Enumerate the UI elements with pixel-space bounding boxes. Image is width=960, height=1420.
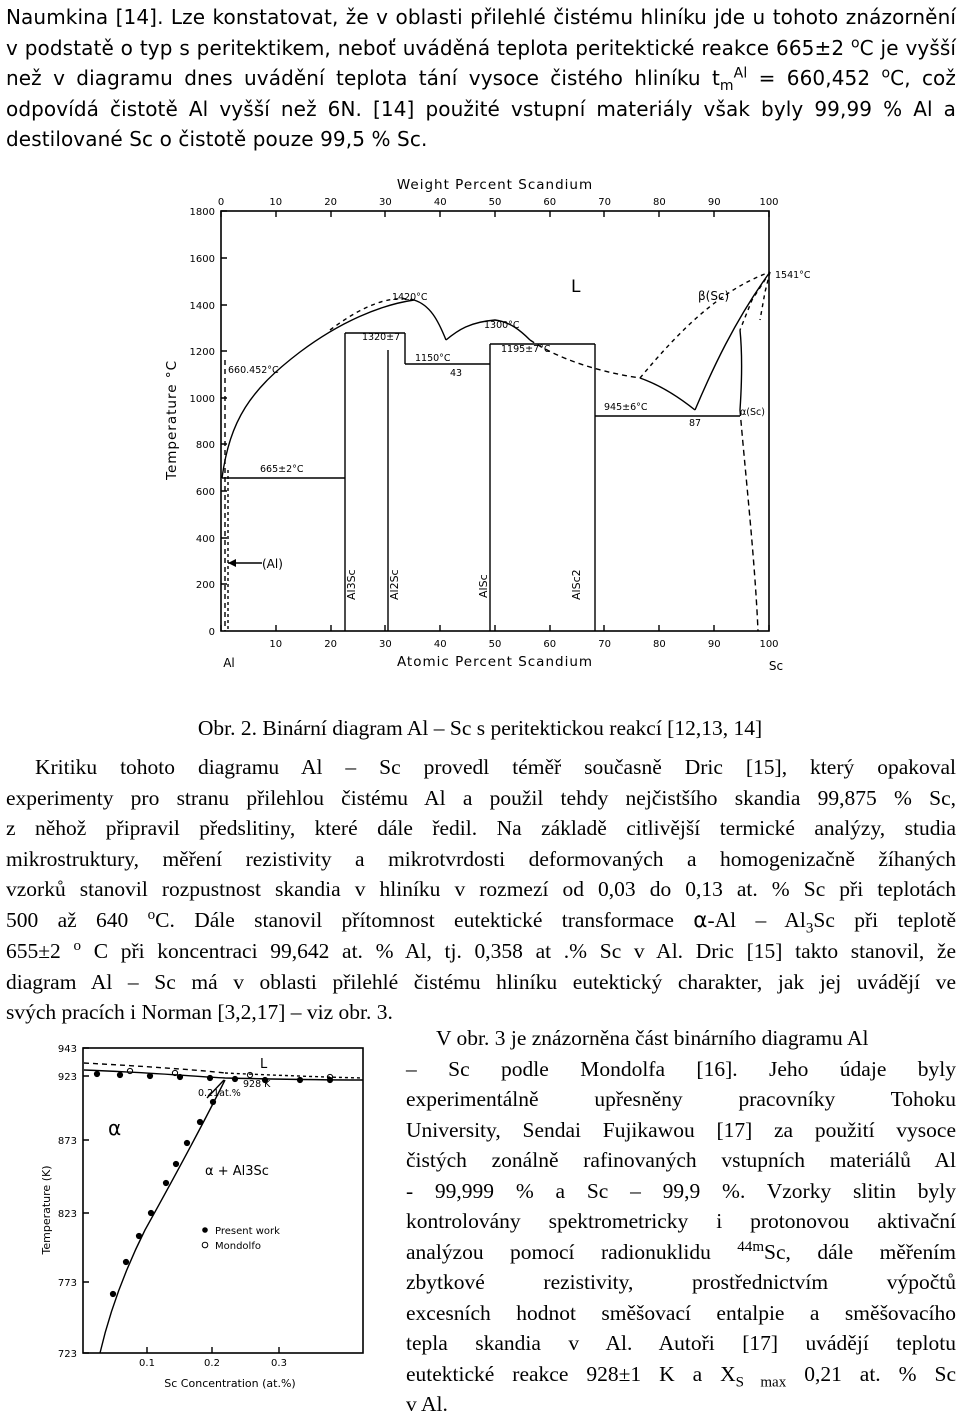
critique-paragraph xyxy=(6,752,956,1028)
mondolfo-line-5: čistých zonálně rafinovaných vstupních materiálů Al xyxy=(406,1148,956,1172)
fig3-label-alpha: α xyxy=(108,1116,122,1140)
critique-line-2: experimenty pro stranu přilehlou čistému Al a použil tehdy nejčistšího skandia 99,875 % Sc, xyxy=(6,785,956,810)
top-tick-label: 90 xyxy=(707,197,721,208)
label-alpha: α(Sc) xyxy=(740,407,765,418)
y-tick-label: 0 xyxy=(208,627,215,638)
label-1420: 1420°C xyxy=(392,292,428,303)
mondolfo-line-8: analýzou pomocí radionuklidu $^{44m}$Sc, dále měřením xyxy=(406,1238,956,1264)
bottom-tick-label: 100 xyxy=(759,639,779,650)
label-43: 43 xyxy=(450,368,463,379)
fig3-y-tick-label: 923 xyxy=(57,1072,77,1083)
bottom-tick-label: 90 xyxy=(707,639,721,650)
mondolfo-line-11: tepla skandia v Al. Autoři [17] uvádějí teplotu xyxy=(406,1331,956,1355)
label-al2sc: Al2Sc xyxy=(388,569,401,600)
bottom-tick-label: 40 xyxy=(433,639,447,650)
top-tick-label: 100 xyxy=(759,197,779,208)
y-tick-label: 1000 xyxy=(189,394,215,405)
top-tick-label: 20 xyxy=(324,197,337,208)
critique-line-9: svých pracích i Norman [3,2,17] – viz obr. 3. xyxy=(6,1000,393,1024)
label-1320: 1320±7 xyxy=(362,332,401,343)
fig3-legend-mondolfo: Mondolfo xyxy=(215,1241,261,1252)
bottom-tick-label: 70 xyxy=(598,639,611,650)
y-tick-label: 200 xyxy=(195,580,215,591)
fig3-legend-present: Present work xyxy=(215,1226,280,1237)
y-tick-label: 1800 xyxy=(189,207,215,218)
mondolfo-line-9: zbytkové rezistivity, prostřednictvím výpočtů xyxy=(406,1270,956,1294)
top-tick-label: 40 xyxy=(433,197,447,208)
fig3-y-tick-label: 873 xyxy=(57,1136,77,1147)
critique-line-4: mikrostruktury, měření rezistivity a mikrotvrdosti deformovaných a homogenizačně žíhaných xyxy=(6,846,956,871)
label-87: 87 xyxy=(689,418,702,429)
intro-line-1: Naumkina [14]. Lze konstatovat, že v oblasti přilehlé čistému hliníku jde u tohoto znázornění xyxy=(6,5,956,29)
top-tick-label: 80 xyxy=(653,197,666,208)
label-beta: β(Sc) xyxy=(698,289,730,303)
mondolfo-line-1: V obr. 3 je znázorněna část binárního diagramu Al xyxy=(436,1026,869,1050)
fig3-label-liquid: L xyxy=(260,1057,268,1072)
top-tick-label: 10 xyxy=(269,197,283,208)
mondolfo-line-10: excesních hodnot směšovací entalpie a směšovacího xyxy=(406,1300,956,1325)
critique-line-6: 500 až 640 $^o$C. Dále stanovil přítomnost eutektické transformace $\alpha-Al - Al_3Sc$ při teplotě xyxy=(6,906,956,936)
fig3-y-tick-label: 773 xyxy=(57,1278,77,1289)
mondolfo-line-7: kontrolovány spektrometricky i protonovou aktivační xyxy=(406,1209,956,1233)
bottom-tick-label: 20 xyxy=(324,639,337,650)
bottom-tick-label: 60 xyxy=(543,639,557,650)
top-tick-label: 0 xyxy=(217,197,225,208)
label-1541: 1541°C xyxy=(775,270,811,281)
label-660: 660.452°C xyxy=(228,365,279,376)
fig3-y-tick-label: 823 xyxy=(57,1209,77,1220)
mondolfo-paragraph xyxy=(406,1023,956,1420)
critique-line-7: 655±2 $^o$ C při koncentraci 99,642 at. % Al, tj. 0,358 at .% Sc v Al. Dric [15] takto stanovil, že xyxy=(6,937,956,963)
label-alsc: AlSc xyxy=(477,574,490,598)
y-tick-label: 600 xyxy=(195,487,215,498)
figure-caption: Obr. 2. Binární diagram Al – Sc s peritektickou reakcí [12,13, 14] xyxy=(197,716,763,740)
label-1195: 1195±7°C xyxy=(501,344,551,355)
phase-diagram-figure xyxy=(155,170,811,680)
bottom-axis-title: Atomic Percent Scandium xyxy=(396,654,594,670)
fig3-label-eutectic-temp: 928 K xyxy=(243,1079,271,1090)
intro-paragraph xyxy=(6,2,956,155)
y-tick-label: 800 xyxy=(195,440,215,451)
mondolfo-line-3: experimentálně upřesněny pracovníky Tohoku xyxy=(406,1087,956,1111)
mondolfo-line-12: eutektické reakce 928±1 K a $X_{S max}$ 0,21 at. % Sc xyxy=(406,1361,956,1390)
fig3-y-tick-label: 723 xyxy=(57,1349,77,1360)
bottom-tick-label: 80 xyxy=(653,639,666,650)
label-665: 665±2°C xyxy=(260,464,304,475)
intro-line-4: odpovídá čistotě Al vyšší než 6N. [14] použité vstupní materiály však byly 99,99 % Al a xyxy=(6,96,956,121)
top-tick-label: 60 xyxy=(543,197,557,208)
fig3-label-alpha-al3sc: α + Al3Sc xyxy=(205,1164,269,1179)
bottom-tick-label: 10 xyxy=(269,639,283,650)
label-945: 945±6°C xyxy=(604,402,648,413)
y-tick-label: 1400 xyxy=(189,301,215,312)
y-tick-label: 400 xyxy=(195,534,215,545)
mondolfo-line-6: - 99,999 % a Sc – 99,9 %. Vzorky slitin byly xyxy=(406,1178,956,1203)
mondolfo-line-2: – Sc podle Mondolfa [16]. Jeho údaje byly xyxy=(406,1056,956,1081)
critique-line-8: diagram Al – Sc má v oblasti přilehlé čistému hliníku eutektický charakter, jak jej uvádějí ve xyxy=(6,969,956,994)
fig3-y-axis-title: Temperature (K) xyxy=(40,1165,53,1255)
label-liquid: L xyxy=(571,277,581,297)
intro-line-3: než v diagramu dnes uvádění teplota tání vysoce čistého hliníku $t_m^{Al} = 660,452$ $^o$C, což xyxy=(6,65,956,94)
fig3-x-tick-label: 0.3 xyxy=(271,1358,287,1369)
element-al: Al xyxy=(223,656,235,670)
label-alsc2: AlSc2 xyxy=(570,569,583,600)
intro-line-5: destilované Sc o čistotě pouze 99,5 % Sc. xyxy=(6,127,428,151)
critique-line-5: vzorků stanovil rozpustnost skandia v hliníku v rozmezí od 0,03 do 0,13 at. % Sc při teplotách xyxy=(6,877,956,901)
mondolfo-line-4: University, Sendai Fujikawou [17] za použití vysoce xyxy=(406,1117,956,1142)
eutectic-figure xyxy=(30,1038,390,1408)
y-tick-label: 1600 xyxy=(189,254,215,265)
fig3-y-tick-label: 943 xyxy=(57,1044,77,1055)
element-sc: Sc xyxy=(768,659,784,673)
critique-line-1: Kritiku tohoto diagramu Al – Sc provedl téměř současně Dric [15], který opakoval xyxy=(35,755,956,779)
top-axis-title: Weight Percent Scandium xyxy=(396,177,594,193)
critique-line-3: z něhož připravil předslitiny, které dále ředil. Na základě citlivější termické analýzy, studia xyxy=(6,816,956,840)
fig3-x-tick-label: 0.1 xyxy=(139,1358,155,1369)
label-al-phase: (Al) xyxy=(262,557,283,571)
label-1150: 1150°C xyxy=(415,353,451,364)
top-tick-label: 30 xyxy=(379,197,392,208)
fig3-label-eutectic-conc: 0.21at.% xyxy=(198,1088,241,1099)
mondolfo-line-13: v Al. xyxy=(406,1392,448,1416)
label-al3sc: Al3Sc xyxy=(345,569,358,600)
bottom-tick-label: 30 xyxy=(379,639,392,650)
top-tick-label: 50 xyxy=(488,197,502,208)
label-1300: 1300°C xyxy=(484,320,520,331)
bottom-tick-label: 50 xyxy=(488,639,502,650)
fig3-x-tick-label: 0.2 xyxy=(204,1358,220,1369)
fig3-x-axis-title: Sc Concentration (at.%) xyxy=(164,1377,296,1390)
intro-line-2: v podstatě o typ s peritektikem, neboť uváděná teplota peritektické reakce 665±2 $^o$C je vyšší xyxy=(6,34,957,60)
y-tick-label: 1200 xyxy=(189,347,215,358)
top-tick-label: 70 xyxy=(598,197,611,208)
y-axis-title: Temperature °C xyxy=(164,360,180,480)
